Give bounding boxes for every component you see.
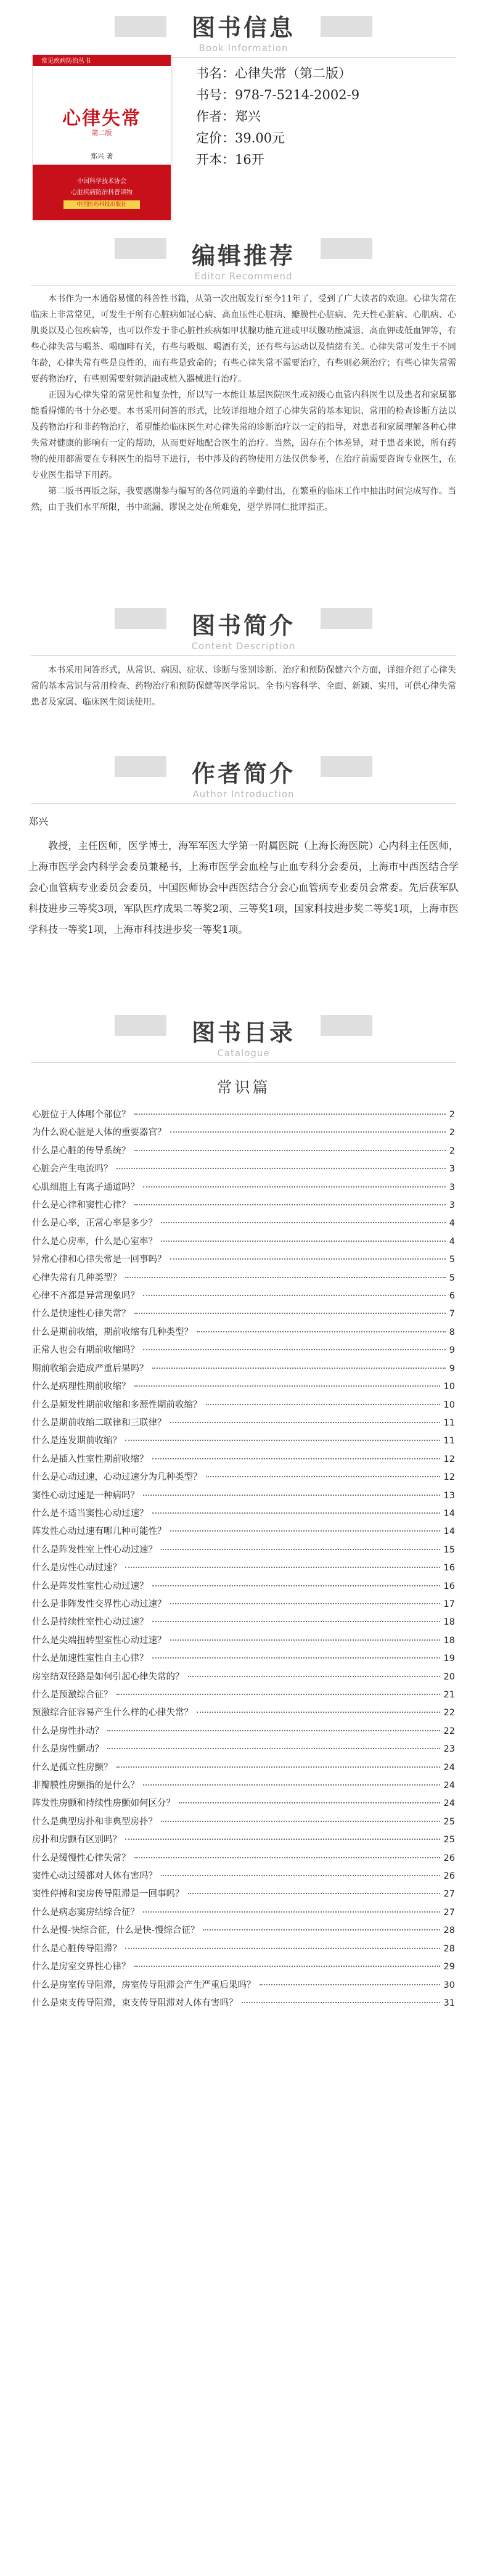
toc-item — [32, 1216, 455, 1234]
recommend-header — [0, 222, 487, 285]
toc-leader-dots — [143, 1784, 440, 1786]
toc-item — [32, 1887, 455, 1905]
toc-leader-dots — [117, 1766, 440, 1768]
cover-series: 常见疾病防治丛书 — [41, 58, 91, 65]
toc-item-page: 16 — [443, 1581, 455, 1591]
toc-leader-dots — [152, 1368, 446, 1369]
toc-item-page: 28 — [443, 1926, 455, 1936]
toc-item-title: 房扑和房颤有区别吗？ — [32, 1835, 121, 1845]
toc-item-title: 窦性停搏和窦房传导阻滞是一回事吗？ — [32, 1889, 184, 1900]
toc-item-page: 20 — [443, 1672, 455, 1682]
toc-item-page: 10 — [443, 1400, 455, 1410]
toc-leader-dots — [170, 1422, 440, 1423]
toc-item-title: 什么是心房率，什么是心室率？ — [32, 1236, 157, 1247]
book-info-fields — [196, 54, 359, 217]
toc-leader-dots — [161, 1241, 446, 1242]
cover-line-2: 心脏疾病防治科普读物 — [71, 189, 133, 196]
toc-item-title: 什么是阵发性室性心动过速？ — [32, 1581, 149, 1591]
author-section — [0, 740, 487, 999]
toc-leader-dots — [125, 1567, 440, 1568]
toc-item-page: 12 — [443, 1454, 455, 1464]
toc-leader-dots — [161, 1821, 440, 1822]
toc-leader-dots — [125, 1839, 440, 1840]
toc-leader-dots — [170, 1131, 446, 1133]
toc-leader-dots — [170, 1258, 446, 1260]
toc-item — [32, 1561, 455, 1578]
toc-item-title: 什么是心脏传导阻滞？ — [32, 1943, 121, 1954]
toc-leader-dots — [117, 1694, 440, 1695]
toc-item-title: 什么是病态窦房结综合征？ — [32, 1907, 139, 1918]
toc-item-title: 房室结双径路是如何引起心律失常的？ — [32, 1672, 184, 1682]
toc-item-page: 9 — [449, 1345, 455, 1356]
toc-leader-dots — [143, 1186, 446, 1188]
toc-item-title: 什么是快速性心律失常？ — [32, 1309, 131, 1319]
recommend-section — [0, 222, 487, 592]
toc-leader-dots — [161, 1549, 440, 1550]
toc-item-page: 18 — [443, 1635, 455, 1646]
catalogue-heading: 图书目录 — [191, 1019, 295, 1046]
toc-leader-dots — [203, 1929, 440, 1930]
toc-item-page: 4 — [449, 1218, 455, 1229]
toc-item — [32, 1905, 455, 1923]
toc-item-title: 什么是孤立性房颤？ — [32, 1762, 113, 1773]
toc-item-title: 什么是缓慢性心律失常？ — [32, 1853, 131, 1863]
toc-item — [32, 1470, 455, 1488]
toc-item-title: 窦性心动过缓都对人体有害吗？ — [32, 1871, 157, 1882]
toc-item-title: 预激综合征容易产生什么样的心律失常？ — [32, 1708, 193, 1718]
toc-item-page: 21 — [443, 1690, 455, 1700]
divider — [31, 803, 456, 804]
toc-item-page: 3 — [449, 1164, 455, 1175]
toc-leader-dots — [206, 1476, 440, 1477]
toc-item-page: 7 — [449, 1309, 455, 1319]
toc-item — [32, 1959, 455, 1977]
catalogue-header — [0, 999, 487, 1062]
toc-item-title: 什么是尖端扭转型室性心动过速？ — [32, 1635, 166, 1646]
toc-leader-dots — [125, 1277, 446, 1278]
toc-item — [32, 1379, 455, 1397]
toc-item-page: 2 — [449, 1146, 455, 1156]
toc-item-page: 24 — [443, 1762, 455, 1773]
toc-item-page: 25 — [443, 1816, 455, 1827]
toc-item — [32, 1398, 455, 1416]
toc-item-title: 什么是心动过速，心动过速分为几种类型？ — [32, 1472, 202, 1483]
toc-leader-dots — [197, 1712, 440, 1713]
toc-item-title: 什么是持续性室性心动过速？ — [32, 1617, 149, 1628]
toc-leader-dots — [143, 1911, 440, 1913]
toc-item-page: 12 — [443, 1472, 455, 1483]
toc-leader-dots — [170, 1639, 440, 1641]
field-title: 书名：心律失常（第二版） — [196, 66, 351, 81]
toc-item-page: 17 — [443, 1599, 455, 1609]
toc-item — [32, 1579, 455, 1597]
toc-item — [32, 1234, 455, 1252]
toc-item-title: 什么是慢-快综合征，什么是快-慢综合征？ — [32, 1926, 200, 1936]
toc-item-page: 25 — [443, 1835, 455, 1845]
toc-item — [32, 1688, 455, 1705]
toc-item-title: 心肌细胞上有离子通道吗？ — [32, 1182, 139, 1192]
toc-item-page: 19 — [443, 1654, 455, 1664]
toc-item — [32, 1524, 455, 1542]
toc-item — [32, 1796, 455, 1814]
cover-author: 郑兴 著 — [90, 152, 113, 160]
field-price: 定价：39.00元 — [196, 131, 285, 146]
toc-item-page: 15 — [443, 1544, 455, 1555]
toc-item — [32, 1978, 455, 1996]
toc-leader-dots — [206, 1404, 440, 1405]
toc-item — [32, 1506, 455, 1524]
toc-leader-dots — [170, 1530, 440, 1532]
toc-item — [32, 1325, 455, 1343]
toc-leader-dots — [125, 1440, 440, 1441]
toc-item — [32, 1996, 455, 2014]
book-info-section — [0, 0, 487, 222]
cover-badge: 中国医药科技出版社 — [63, 200, 140, 209]
toc-leader-dots — [125, 1948, 440, 1949]
author-bio: 教授，主任医师，医学博士，海军军医大学第一附属医院（上海长海医院）心内科主任医师，上海市医学会内科学会委员兼秘书，上海市医学会血栓与止血专科分会委员，上海市中西医结合学会心血管病专业委员会委员，中国医师协会中西医结合分会心血管病专业委员会常委。先后获军队科技进步三等奖3项，军队医疗成果二等奖2项、三等奖1项，国家科技进步奖二等奖1项，上海市医学科技一等奖1项，上海市科技进步奖一等奖1项。 — [28, 840, 459, 935]
toc-item-title: 什么是束支传导阻滞，束支传导阻滞对人体有害吗？ — [32, 1998, 238, 2008]
toc-item-page: 22 — [443, 1726, 455, 1736]
toc-leader-dots — [152, 1657, 440, 1659]
toc-item-title: 心律失常有几种类型？ — [32, 1273, 121, 1283]
toc-item — [32, 1923, 455, 1941]
toc-item-title: 期前收缩会造成严重后果吗？ — [32, 1363, 149, 1374]
toc-item-title: 阵发性房颤和持续性房颤如何区分？ — [32, 1799, 175, 1809]
toc-leader-dots — [161, 1222, 446, 1223]
toc-leader-dots — [143, 1495, 440, 1496]
toc-item — [32, 1452, 455, 1470]
toc-item-title: 什么是房性扑动？ — [32, 1726, 104, 1736]
toc-item — [32, 1543, 455, 1561]
divider — [31, 285, 456, 286]
toc-item-page: 29 — [443, 1962, 455, 1972]
summary-subheading: Content Description — [191, 641, 296, 652]
toc-leader-dots — [134, 1150, 446, 1151]
toc-item-title: 什么是心率，正常心率是多少？ — [32, 1218, 157, 1229]
cover-edition: 第二版 — [91, 129, 112, 137]
toc-item-page: 31 — [443, 1998, 455, 2008]
toc-item — [32, 1252, 455, 1270]
toc-item-page: 11 — [443, 1417, 455, 1428]
recommend-paragraph-2: 正因为心律失常的常见性和复杂性，所以写一本能让基层医院医生或初级心血管内科医生以及患者和家属都能看得懂的书十分必要。本书采用问答的形式，比较详细地介绍了心律失常的基本知识、常用的检查诊断方法以及药物治疗和非药物治疗，希望能给临床医生对心律失常的诊断治疗以一定的指导，对患者和家属理解各种心律失常对健康的影响有一定的帮助，从而更好地配合医生的治疗。当然，因存在个体差异，对于患者来说，所有药物的使用都需要在专科医生的指导下进行，书中涉及的药物使用方法仅供参考，在治疗前需要咨询专业医生，在专业医生指导下用药。 — [31, 390, 456, 480]
toc-leader-dots — [152, 1458, 440, 1459]
toc-item — [32, 1724, 455, 1742]
toc-leader-dots — [107, 1730, 440, 1731]
summary-paragraph: 本书采用问答形式，从常识、病因、症状、诊断与鉴别诊断、治疗和预防保健六个方面，详细介绍了心律失常的基本常识与常用检查、药物治疗和预防保健等医学常识。全书内容科学、全面、新颖、实用，可供心律失常患者及家属、临床医生阅读使用。 — [31, 665, 456, 707]
toc-item-page: 3 — [449, 1182, 455, 1192]
toc-list — [32, 1107, 455, 2014]
toc-item-title: 什么是期前收缩，期前收缩有几种类型？ — [32, 1327, 193, 1337]
book-info-heading: 图书信息 — [191, 14, 295, 41]
author-header — [0, 740, 487, 803]
toc-leader-dots — [134, 1313, 446, 1314]
toc-item — [32, 1416, 455, 1434]
toc-leader-dots — [134, 1204, 446, 1205]
toc-item-page: 5 — [449, 1273, 455, 1283]
toc-item — [32, 1107, 455, 1125]
toc-item-page: 10 — [443, 1382, 455, 1392]
author-name: 郑兴 — [28, 816, 49, 827]
toc-item-page: 5 — [449, 1255, 455, 1265]
toc-leader-dots — [161, 1875, 440, 1876]
toc-item-page: 11 — [443, 1436, 455, 1446]
toc-item-title: 正常人也会有期前收缩吗？ — [32, 1345, 139, 1356]
toc-item-page: 3 — [449, 1200, 455, 1211]
toc-item — [32, 1815, 455, 1832]
toc-item-title: 什么是心脏的传导系统？ — [32, 1146, 131, 1156]
cover-line-1: 中国科学技术协会 — [77, 178, 126, 185]
toc-item — [32, 1289, 455, 1306]
toc-item-title: 非瓣膜性房颤指的是什么？ — [32, 1781, 139, 1791]
toc-item — [32, 1742, 455, 1760]
toc-item — [32, 1198, 455, 1216]
toc-item — [32, 1615, 455, 1633]
toc-item-page: 14 — [443, 1527, 455, 1537]
toc-item-title: 什么是心律和窦性心律？ — [32, 1200, 131, 1211]
toc-item-page: 26 — [443, 1853, 455, 1863]
field-author: 作者：郑兴 — [196, 109, 261, 124]
toc-item — [32, 1343, 455, 1361]
toc-item-page: 13 — [443, 1490, 455, 1501]
toc-item — [32, 1778, 455, 1796]
toc-item-title: 什么是病理性期前收缩？ — [32, 1382, 131, 1392]
summary-heading: 图书简介 — [191, 612, 295, 639]
catalogue-part-title: 常识篇 — [216, 1078, 271, 1096]
toc-item-title: 什么是非阵发性交界性心动过速？ — [32, 1599, 166, 1609]
field-format: 开本：16开 — [196, 152, 264, 167]
toc-leader-dots — [143, 1349, 446, 1350]
recommend-heading: 编辑推荐 — [191, 242, 295, 269]
toc-leader-dots — [179, 1802, 440, 1803]
toc-item — [32, 1832, 455, 1850]
toc-item — [32, 1670, 455, 1688]
toc-item-page: 23 — [443, 1744, 455, 1755]
recommend-subheading: Editor Recommend — [194, 271, 293, 282]
toc-item — [32, 1942, 455, 1959]
toc-item-title: 什么是频发性期前收缩和多源性期前收缩？ — [32, 1400, 202, 1410]
author-heading: 作者简介 — [191, 760, 295, 787]
toc-item-title: 什么是预激综合征？ — [32, 1690, 113, 1700]
toc-item-title: 阵发性心动过速有哪几种可能性？ — [32, 1527, 166, 1537]
toc-item-title: 异常心律和心律失常是一回事吗？ — [32, 1255, 166, 1265]
toc-item — [32, 1361, 455, 1379]
toc-leader-dots — [107, 1748, 440, 1749]
toc-item — [32, 1651, 455, 1669]
toc-item-page: 27 — [443, 1907, 455, 1918]
toc-item-page: 30 — [443, 1980, 455, 1990]
toc-item — [32, 1434, 455, 1451]
author-subheading: Author Introduction — [192, 789, 295, 800]
toc-item-title: 什么是不适当窦性心动过速？ — [32, 1508, 149, 1519]
toc-item-title: 什么是房性颤动？ — [32, 1744, 104, 1755]
toc-item-page: 6 — [449, 1291, 455, 1302]
toc-item-page: 24 — [443, 1799, 455, 1809]
recommend-paragraph-3: 第二版书再版之际，我要感谢参与编写的各位同道的辛勤付出，在繁重的临床工作中抽出时间完成写作。当然，由于我们水平所限，书中疏漏、谬误之处在所难免，望学界同仁批评指正。 — [31, 486, 456, 512]
toc-item — [32, 1271, 455, 1289]
toc-leader-dots — [188, 1893, 440, 1894]
toc-leader-dots — [197, 1331, 446, 1332]
toc-item-title: 什么是房性心动过速？ — [32, 1563, 121, 1573]
divider — [31, 655, 456, 656]
field-isbn: 书号：978-7-5214-2002-9 — [196, 88, 360, 102]
toc-leader-dots — [134, 1857, 440, 1858]
toc-item-page: 2 — [449, 1128, 455, 1138]
toc-item-page: 28 — [443, 1943, 455, 1954]
toc-item-page: 22 — [443, 1708, 455, 1718]
toc-item-title: 心律不齐都是异常现象吗？ — [32, 1291, 139, 1302]
toc-item — [32, 1306, 455, 1324]
toc-leader-dots — [152, 1621, 440, 1622]
book-info-header — [0, 0, 487, 54]
toc-item-title: 心脏位于人体哪个部位？ — [32, 1110, 131, 1120]
toc-item — [32, 1633, 455, 1651]
toc-leader-dots — [152, 1512, 440, 1514]
catalogue-subheading: Catalogue — [217, 1048, 270, 1059]
divider — [31, 1062, 456, 1063]
toc-item-page: 9 — [449, 1363, 455, 1374]
toc-leader-dots — [134, 1385, 440, 1387]
toc-item — [32, 1125, 455, 1143]
book-info-subheading: Book Information — [198, 43, 289, 54]
toc-item-title: 什么是期前收缩二联律和三联律？ — [32, 1417, 166, 1428]
toc-item — [32, 1180, 455, 1198]
toc-item — [32, 1760, 455, 1778]
toc-leader-dots — [134, 1114, 446, 1115]
toc-leader-dots — [117, 1168, 446, 1169]
toc-item-title: 什么是加速性室性自主心律？ — [32, 1654, 149, 1664]
toc-leader-dots — [152, 1585, 440, 1586]
toc-item — [32, 1597, 455, 1615]
toc-item — [32, 1488, 455, 1506]
toc-item-page: 14 — [443, 1508, 455, 1519]
toc-leader-dots — [260, 1984, 440, 1985]
toc-item-title: 心脏会产生电流吗？ — [32, 1164, 113, 1175]
summary-section — [0, 592, 487, 740]
toc-item — [32, 1144, 455, 1162]
toc-item-title: 什么是典型房扑和非典型房扑？ — [32, 1816, 157, 1827]
toc-item-page: 16 — [443, 1563, 455, 1573]
toc-item-page: 2 — [449, 1110, 455, 1120]
toc-item-title: 什么是阵发性室上性心动过速？ — [32, 1544, 157, 1555]
toc-item — [32, 1162, 455, 1179]
toc-leader-dots — [170, 1603, 440, 1604]
toc-item — [32, 1851, 455, 1869]
toc-item-page: 26 — [443, 1871, 455, 1882]
toc-item-page: 18 — [443, 1617, 455, 1628]
toc-item-title: 窦性心动过速是一种病吗？ — [32, 1490, 139, 1501]
toc-item-title: 什么是连发期前收缩？ — [32, 1436, 121, 1446]
toc-item — [32, 1869, 455, 1887]
toc-leader-dots — [143, 1295, 446, 1296]
toc-item-page: 27 — [443, 1889, 455, 1900]
toc-item — [32, 1705, 455, 1723]
toc-item-title: 什么是房室交界性心律？ — [32, 1962, 131, 1972]
toc-item-title: 什么是插入性室性期前收缩？ — [32, 1454, 149, 1464]
toc-item-title: 为什么说心脏是人体的重要器官？ — [32, 1128, 166, 1138]
recommend-paragraph-1: 本书作为一本通俗易懂的科普性书籍，从第一次出版发行至今11年了，受到了广大读者的欢迎。心律失常在临床上非常常见，可发生于所有心脏病如冠心病、高血压性心脏病、瓣膜性心脏病、先天性心脏病、心肌病、心肌炎以及心包疾病等，也可以作发于非心脏性疾病如甲状腺功能亢进或甲状腺功能减退、高血钾或低血钾等，有些心律失常与喝茶、喝咖啡有关，有些与吸烟、喝酒有关，还有些与运动以及情绪有关。心律失常可发生于不同年龄，心律失常有些是良性的，而有些是致命的；有些心律失常不需要治疗，有些则必须治疗；有些心律失常需要药物治疗，有些则需要射频消融或植入器械进行治疗。 — [31, 294, 456, 384]
toc-leader-dots — [134, 1966, 440, 1967]
catalogue-section — [0, 999, 487, 2014]
toc-item-page: 4 — [449, 1236, 455, 1247]
toc-item-title: 什么是房室传导阻滞，房室传导阻滞会产生严重后果吗？ — [32, 1980, 256, 1990]
toc-item-page: 24 — [443, 1781, 455, 1791]
cover-title: 心律失常 — [62, 108, 141, 129]
book-cover-image — [32, 54, 171, 221]
summary-header — [0, 592, 487, 655]
toc-leader-dots — [242, 2002, 440, 2003]
toc-leader-dots — [188, 1676, 440, 1677]
toc-item-page: 8 — [449, 1327, 455, 1337]
